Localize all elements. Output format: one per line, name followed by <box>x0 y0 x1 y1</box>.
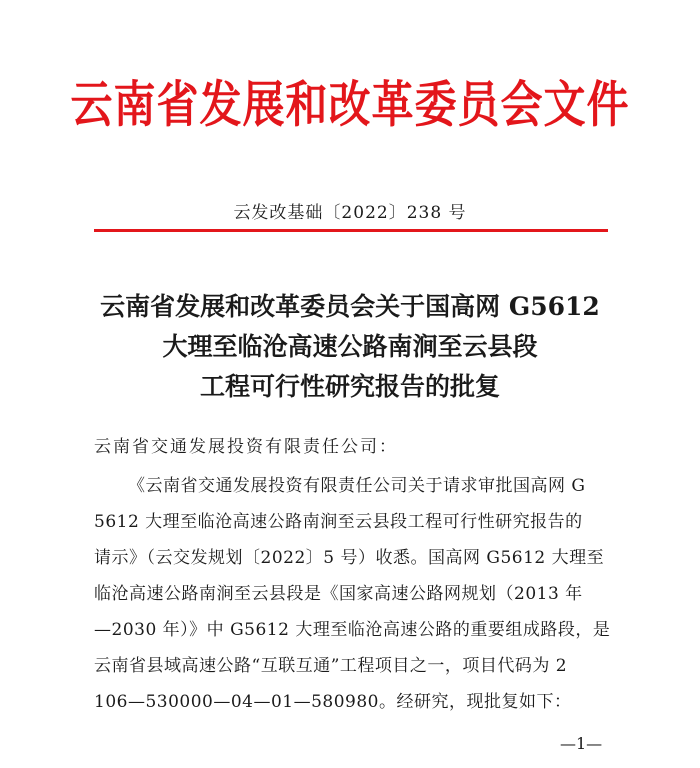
body-line: 云南省县域高速公路“互联互通”工程项目之一，项目代码为 2 <box>94 656 568 676</box>
salutation: 云南省交通发展投资有限责任公司： <box>94 437 398 457</box>
document-header-title: 云南省发展和改革委员会文件 <box>70 75 630 134</box>
page-number: —1— <box>560 734 603 753</box>
title-line: 大理至临沧高速公路南涧至云县段 <box>162 332 538 361</box>
red-divider-rule <box>94 229 608 232</box>
body-line: 5612 大理至临沧高速公路南涧至云县段工程可行性研究报告的 <box>94 512 583 532</box>
body-line: 临沧高速公路南涧至云县段是《国家高速公路网规划（2013 年 <box>94 584 583 604</box>
body-paragraph <box>94 468 614 720</box>
body-line: 请示》（云交发规划〔2022〕5 号）收悉。国高网 G5612 大理至 <box>94 548 605 568</box>
body-line: 《云南省交通发展投资有限责任公司关于请求审批国高网 G <box>128 476 586 496</box>
document-number: 云发改基础〔2022〕238 号 <box>233 203 467 223</box>
document-main-title <box>0 287 700 407</box>
body-line: 106—530000—04—01—580980。经研究，现批复如下： <box>94 692 572 712</box>
title-line: 工程可行性研究报告的批复 <box>199 372 500 401</box>
body-line: —2030 年）》中 G5612 大理至临沧高速公路的重要组成路段，是 <box>94 620 611 640</box>
title-line: 云南省发展和改革委员会关于国高网 G5612 <box>100 292 600 321</box>
